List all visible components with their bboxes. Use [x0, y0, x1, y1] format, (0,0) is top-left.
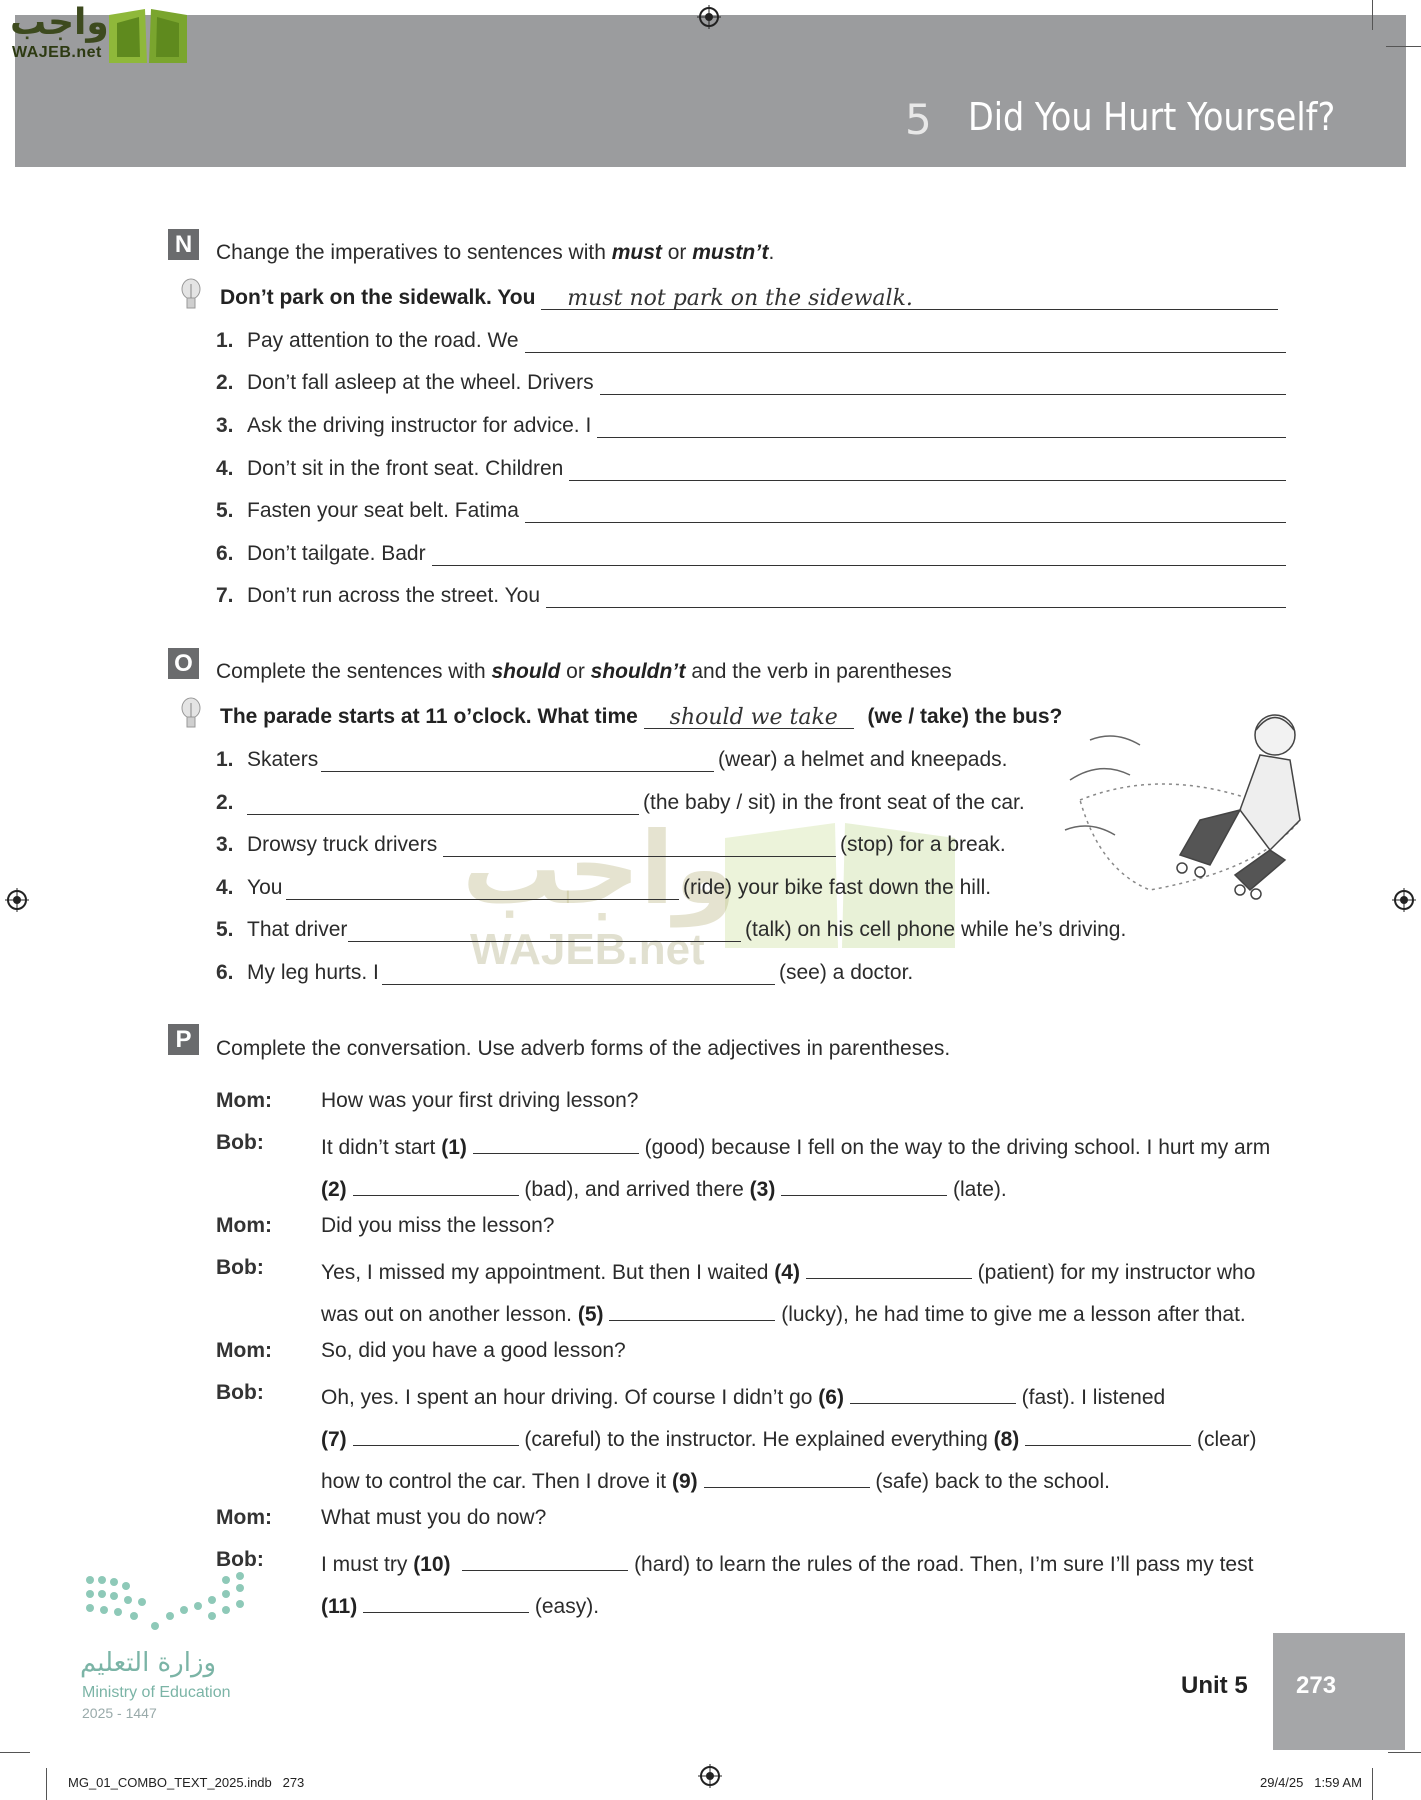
item-verb: (see) a doctor. [779, 961, 914, 984]
example-prompt: Don’t park on the sidewalk. You [220, 286, 536, 309]
answer-blank[interactable] [348, 919, 741, 942]
example-prompt: The parade starts at 11 o’clock. What time [220, 705, 638, 728]
item-number: 3. [216, 414, 234, 437]
answer-blank[interactable] [462, 1548, 628, 1571]
item-number: 2. [216, 791, 234, 814]
section-badge-o: O [168, 648, 199, 679]
speaker-mom: Mom: [216, 1506, 272, 1529]
header-band [15, 15, 1406, 167]
conversation-line: What must you do now? [321, 1506, 547, 1529]
conversation-line: Did you miss the lesson? [321, 1214, 555, 1237]
item-prompt: Drowsy truck drivers [247, 833, 438, 856]
exercise-item [216, 457, 1286, 481]
exercise-item [216, 791, 1025, 815]
crop-mark [1388, 1752, 1421, 1753]
exercise-item [216, 499, 1286, 523]
conversation-line: (7) (careful) to the instructor. He explained everything (8) (clear) [321, 1423, 1256, 1452]
speaker-mom: Mom: [216, 1089, 272, 1112]
crop-mark [1372, 1768, 1373, 1800]
exercise-item [216, 584, 1286, 608]
exercise-item [216, 542, 1286, 566]
conversation-line: how to control the car. Then I drove it (9) (safe) back to the school. [321, 1465, 1110, 1494]
conversation-line: (11) (easy). [321, 1590, 599, 1619]
registration-mark-icon [1392, 888, 1416, 912]
speaker-bob: Bob: [216, 1256, 264, 1279]
answer-blank[interactable] [473, 1131, 639, 1154]
item-prompt: That driver [247, 918, 348, 941]
answer-blank[interactable] [443, 834, 836, 857]
watermark-site: WAJEB.net [470, 925, 705, 974]
lightbulb-icon [180, 697, 202, 733]
item-number: 5. [216, 499, 234, 522]
conversation-line: was out on another lesson. (5) (lucky), he had time to give me a lesson after that. [321, 1298, 1246, 1327]
crop-mark [1386, 46, 1421, 47]
exercise-item [216, 371, 1286, 395]
speaker-mom: Mom: [216, 1214, 272, 1237]
page-title: Did You Hurt Yourself? [968, 95, 1336, 139]
ministry-english: Ministry of Education [82, 1684, 231, 1701]
logo-site: WAJEB.net [12, 44, 102, 61]
page-number-box [1273, 1633, 1405, 1750]
conversation-line: Oh, yes. I spent an hour driving. Of course I didn’t go (6) (fast). I listened [321, 1381, 1165, 1410]
item-number: 6. [216, 961, 234, 984]
ministry-logo-dots [80, 1570, 260, 1640]
skater-illustration [1060, 700, 1350, 910]
speaker-bob: Bob: [216, 1131, 264, 1154]
example-end: (we / take) the bus? [867, 705, 1063, 728]
conversation-line: Yes, I missed my appointment. But then I waited (4) (patient) for my instructor who [321, 1256, 1255, 1285]
answer-blank[interactable] [569, 458, 1286, 481]
registration-mark-icon [697, 5, 721, 29]
answer-blank[interactable] [644, 706, 854, 729]
crop-mark [1372, 0, 1373, 30]
answer-blank[interactable] [609, 1298, 775, 1321]
answer-blank[interactable] [781, 1173, 947, 1196]
unit-label: Unit 5 [1181, 1672, 1248, 1699]
item-prompt: Ask the driving instructor for advice. I [247, 414, 592, 437]
answer-blank[interactable] [850, 1381, 1016, 1404]
exercise-item [216, 329, 1286, 353]
item-prompt: Pay attention to the road. We [247, 329, 519, 352]
date-info: 29/4/25 1:59 AM [1260, 1775, 1362, 1790]
item-number: 4. [216, 876, 234, 899]
exercise-item [216, 876, 991, 900]
item-number: 6. [216, 542, 234, 565]
file-info: MG_01_COMBO_TEXT_2025.indb 273 [68, 1775, 305, 1790]
exercise-item [216, 414, 1286, 438]
item-number: 7. [216, 584, 234, 607]
conversation-line: It didn’t start (1) (good) because I fell on the way to the driving school. I hurt my arm [321, 1131, 1270, 1160]
example-answer: must not park on the sidewalk. [567, 286, 913, 311]
answer-blank[interactable] [321, 749, 714, 772]
answer-blank[interactable] [353, 1173, 519, 1196]
item-verb: (wear) a helmet and kneepads. [718, 748, 1008, 771]
item-number: 3. [216, 833, 234, 856]
section-p-instruction: Complete the conversation. Use adverb forms of the adjectives in parentheses. [216, 1037, 951, 1060]
ministry-arabic: وزارة التعليم [80, 1648, 217, 1678]
ministry-year: 2025 - 1447 [82, 1705, 157, 1721]
conversation-line: So, did you have a good lesson? [321, 1339, 626, 1362]
exercise-item [216, 961, 913, 985]
item-verb: (the baby / sit) in the front seat of the car. [643, 791, 1025, 814]
section-badge-p: P [168, 1024, 199, 1055]
item-number: 4. [216, 457, 234, 480]
answer-blank[interactable] [704, 1465, 870, 1488]
example-row [220, 705, 1062, 729]
exercise-item [216, 833, 1006, 857]
book-icon [107, 5, 189, 65]
item-number: 5. [216, 918, 234, 941]
exercise-item [216, 918, 1126, 942]
answer-blank[interactable] [525, 500, 1286, 523]
speaker-bob: Bob: [216, 1381, 264, 1404]
item-verb: (stop) for a break. [840, 833, 1006, 856]
speaker-mom: Mom: [216, 1339, 272, 1362]
item-prompt: Don’t sit in the front seat. Children [247, 457, 564, 480]
example-answer: should we take [669, 705, 838, 730]
answer-blank[interactable] [432, 543, 1286, 566]
crop-mark [0, 1752, 30, 1753]
logo-arabic: واجب [10, 2, 109, 43]
section-o-instruction: Complete the sentences with should or shouldn’t and the verb in parentheses [216, 660, 952, 683]
registration-mark-icon [5, 888, 29, 912]
section-badge-n: N [168, 229, 199, 260]
registration-mark-icon [698, 1764, 722, 1788]
item-prompt: Skaters [247, 748, 319, 771]
item-prompt: Don’t run across the street. You [247, 584, 541, 607]
item-prompt: You [247, 876, 283, 899]
lightbulb-icon [180, 278, 202, 314]
section-n-instruction: Change the imperatives to sentences with must or mustn’t. [216, 241, 775, 264]
item-number: 2. [216, 371, 234, 394]
answer-blank[interactable] [286, 877, 679, 900]
item-verb: (talk) on his cell phone while he’s driving. [745, 918, 1127, 941]
item-number: 1. [216, 329, 234, 352]
answer-blank[interactable] [541, 287, 1278, 310]
answer-blank[interactable] [247, 792, 639, 815]
item-prompt: Fasten your seat belt. Fatima [247, 499, 519, 522]
unit-number: 5 [905, 95, 932, 144]
item-prompt: Don’t tailgate. Badr [247, 542, 426, 565]
speaker-bob: Bob: [216, 1548, 264, 1571]
answer-blank[interactable] [806, 1256, 972, 1279]
exercise-item [216, 748, 1008, 772]
item-prompt: Don’t fall asleep at the wheel. Drivers [247, 371, 594, 394]
page-number: 273 [1296, 1672, 1337, 1699]
crop-mark [46, 1768, 47, 1800]
answer-blank[interactable] [382, 962, 775, 985]
answer-blank[interactable] [353, 1423, 519, 1446]
item-verb: (ride) your bike fast down the hill. [683, 876, 992, 899]
conversation-line: (2) (bad), and arrived there (3) (late). [321, 1173, 1007, 1202]
item-number: 1. [216, 748, 234, 771]
answer-blank[interactable] [597, 415, 1286, 438]
answer-blank[interactable] [600, 372, 1286, 395]
watermark-arabic: واجب [462, 810, 737, 927]
conversation-line: How was your first driving lesson? [321, 1089, 639, 1112]
example-row [220, 286, 1278, 310]
item-prompt: My leg hurts. I [247, 961, 379, 984]
answer-blank[interactable] [1025, 1423, 1191, 1446]
conversation-line: I must try (10) (hard) to learn the rules of the road. Then, I’m sure I’ll pass my test [321, 1548, 1253, 1577]
answer-blank[interactable] [363, 1590, 529, 1613]
answer-blank[interactable] [525, 330, 1286, 353]
answer-blank[interactable] [546, 585, 1286, 608]
